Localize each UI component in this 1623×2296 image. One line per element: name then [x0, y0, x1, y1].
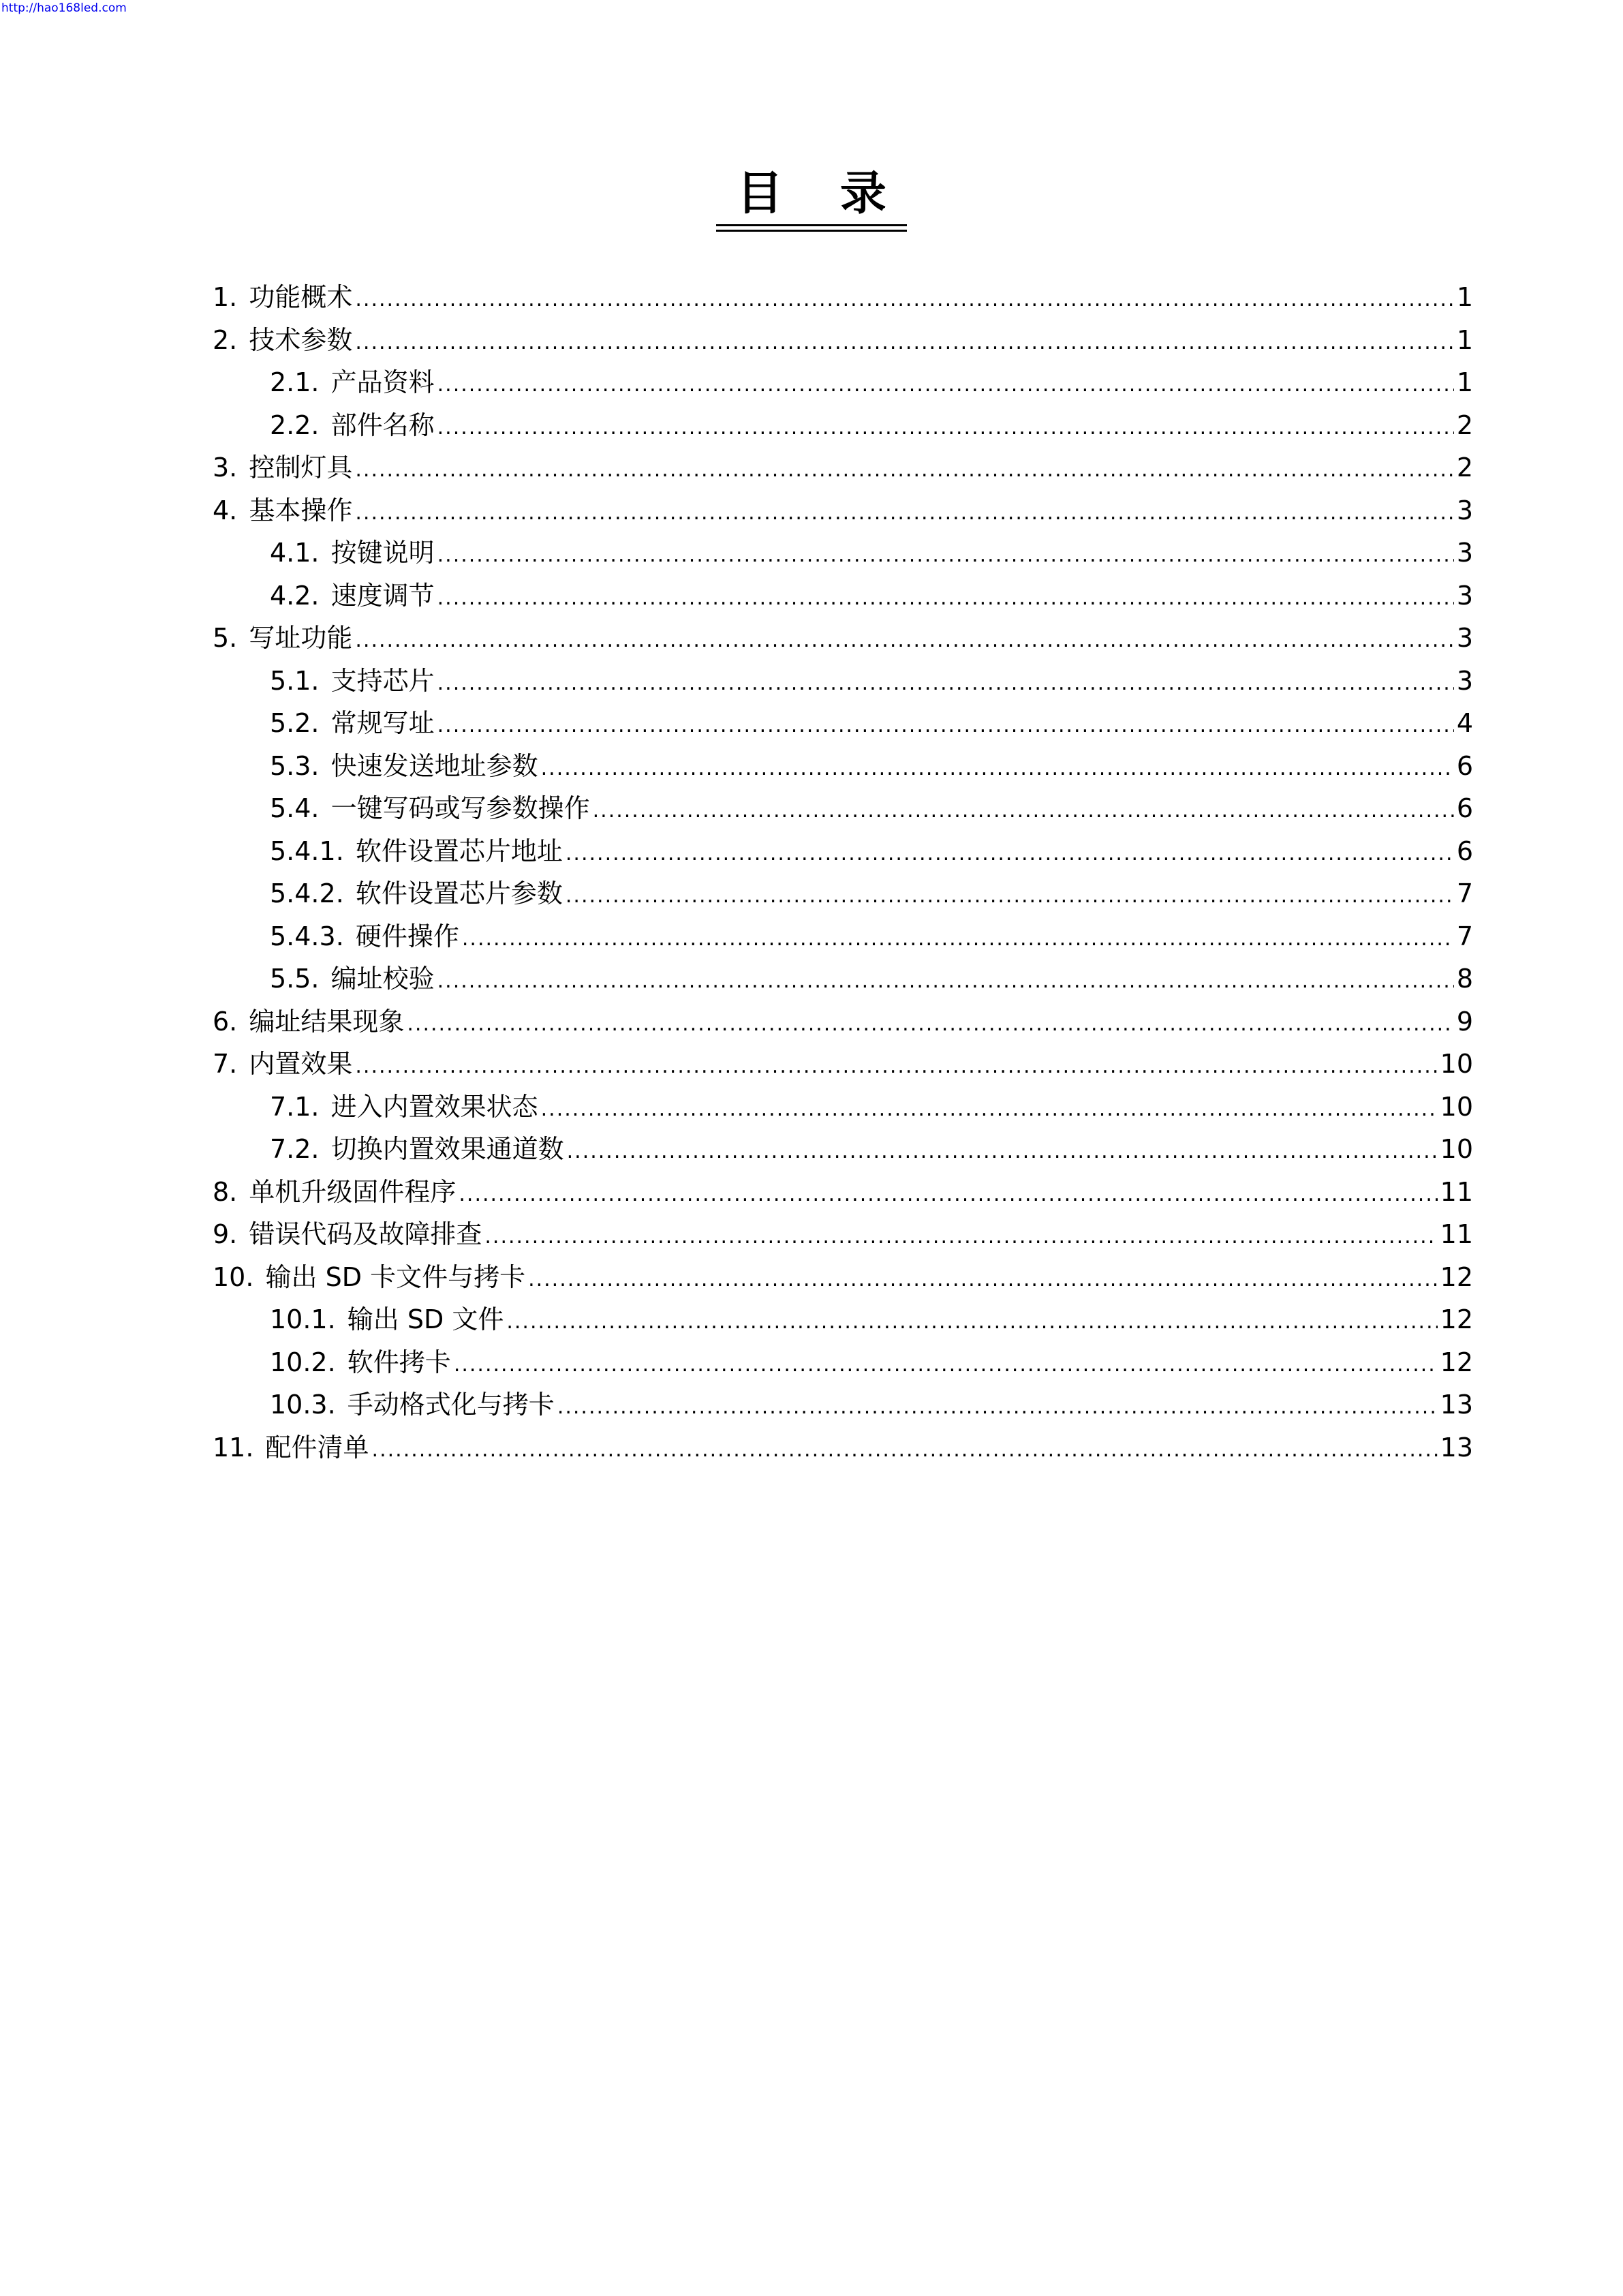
toc-entry-page-number: 3: [1456, 623, 1473, 653]
toc-entry-label: 支持芯片: [330, 665, 435, 696]
toc-entry-page-number: 10: [1440, 1049, 1473, 1079]
toc-entry-page-number: 12: [1440, 1304, 1473, 1334]
page-title-text: 目 录: [716, 167, 907, 226]
toc-dot-leader: [541, 1088, 1438, 1131]
toc-entry[interactable]: [213, 532, 1473, 575]
toc-entry-number: 3.: [213, 453, 238, 483]
toc-entry-label: 基本操作: [249, 495, 353, 525]
toc-entry-label: 产品资料: [330, 367, 435, 397]
header-url-link[interactable]: http://hao168led.com: [1, 1, 127, 15]
toc-entry-number: 7.: [213, 1049, 238, 1079]
toc-entry-number: 4.: [213, 495, 238, 525]
toc-dot-leader: [355, 1045, 1437, 1088]
toc-entry-label: 功能概术: [249, 282, 353, 312]
toc-dot-leader: [355, 449, 1453, 492]
toc-entry-page-number: 3: [1456, 580, 1473, 611]
toc-entry-label: 速度调节: [330, 580, 435, 611]
toc-entry-label: 软件设置芯片地址: [355, 836, 563, 866]
toc-entry-page-number: 12: [1440, 1347, 1473, 1377]
toc-entry-label: 部件名称: [330, 410, 435, 440]
toc-entry-label: 配件清单: [265, 1432, 369, 1463]
toc-dot-leader: [437, 534, 1454, 577]
toc-entry[interactable]: [213, 1383, 1473, 1426]
toc-dot-leader: [528, 1259, 1438, 1302]
toc-entry-page-number: 2: [1456, 410, 1473, 440]
toc-entry-page-number: 4: [1456, 708, 1473, 738]
toc-entry-label: 进入内置效果状态: [330, 1091, 538, 1122]
toc-entry[interactable]: [213, 830, 1473, 873]
toc-dot-leader: [462, 918, 1454, 961]
toc-entry-page-number: 1: [1456, 324, 1473, 355]
toc-entry-number: 1.: [213, 282, 238, 312]
toc-entry-number: 5.3.: [270, 750, 320, 781]
toc-dot-leader: [355, 279, 1453, 322]
toc-entry-number: 2.1.: [270, 367, 320, 397]
toc-entry-page-number: 10: [1440, 1134, 1473, 1164]
toc-entry[interactable]: [213, 787, 1473, 830]
toc-entry-page-number: 7: [1456, 921, 1473, 951]
toc-entry[interactable]: [213, 276, 1473, 319]
toc-entry[interactable]: [213, 361, 1473, 404]
toc-dot-leader: [437, 705, 1454, 748]
toc-entry-label: 按键说明: [330, 538, 435, 568]
toc-entry-number: 4.2.: [270, 580, 320, 611]
toc-dot-leader: [506, 1301, 1437, 1344]
toc-entry[interactable]: [213, 575, 1473, 617]
toc-entry-page-number: 1: [1456, 367, 1473, 397]
toc-entry-number: 5.: [213, 623, 238, 653]
toc-entry-label: 输出 SD 文件: [347, 1304, 504, 1334]
toc-entry-label: 手动格式化与拷卡: [347, 1390, 555, 1420]
toc-entry-page-number: 8: [1456, 964, 1473, 994]
toc-entry[interactable]: [213, 915, 1473, 958]
toc-dot-leader: [593, 790, 1454, 833]
toc-entry-page-number: 11: [1440, 1219, 1473, 1249]
toc-entry-number: 10.3.: [270, 1390, 336, 1420]
page-title: [0, 167, 1623, 226]
toc-entry-number: 10.: [213, 1261, 254, 1292]
toc-dot-leader: [484, 1216, 1437, 1259]
toc-entry[interactable]: [213, 745, 1473, 788]
toc-dot-leader: [355, 322, 1453, 365]
toc-entry-label: 错误代码及故障排查: [249, 1219, 482, 1249]
table-of-contents: [213, 276, 1473, 1469]
toc-entry-number: 5.4.1.: [270, 836, 344, 866]
toc-entry-page-number: 2: [1456, 453, 1473, 483]
toc-entry[interactable]: [213, 1426, 1473, 1469]
toc-entry-page-number: 1: [1456, 282, 1473, 312]
toc-entry[interactable]: [213, 1213, 1473, 1256]
toc-entry-page-number: 13: [1440, 1390, 1473, 1420]
toc-entry[interactable]: [213, 489, 1473, 532]
toc-entry[interactable]: [213, 872, 1473, 915]
toc-entry-page-number: 3: [1456, 665, 1473, 696]
toc-entry-label: 切换内置效果通道数: [330, 1134, 564, 1164]
toc-entry[interactable]: [213, 1256, 1473, 1299]
toc-dot-leader: [541, 748, 1454, 791]
toc-dot-leader: [454, 1344, 1438, 1387]
toc-entry-label: 软件设置芯片参数: [355, 878, 563, 908]
toc-entry-label: 技术参数: [249, 324, 353, 355]
toc-entry[interactable]: [213, 1086, 1473, 1129]
toc-entry-number: 5.2.: [270, 708, 320, 738]
toc-entry-page-number: 6: [1456, 836, 1473, 866]
toc-dot-leader: [437, 407, 1454, 450]
toc-entry[interactable]: [213, 958, 1473, 1000]
toc-entry-label: 编址校验: [330, 964, 435, 994]
toc-dot-leader: [557, 1386, 1438, 1429]
toc-entry-number: 5.5.: [270, 964, 320, 994]
toc-entry[interactable]: [213, 1171, 1473, 1214]
toc-dot-leader: [566, 833, 1454, 876]
toc-entry-page-number: 11: [1440, 1176, 1473, 1207]
toc-dot-leader: [355, 619, 1453, 662]
toc-entry-page-number: 10: [1440, 1091, 1473, 1122]
toc-entry-number: 5.4.3.: [270, 921, 344, 951]
toc-dot-leader: [437, 662, 1454, 705]
toc-entry[interactable]: [213, 702, 1473, 745]
toc-dot-leader: [372, 1429, 1438, 1472]
toc-entry-number: 2.: [213, 324, 238, 355]
toc-entry-number: 11.: [213, 1432, 254, 1463]
toc-entry-page-number: 3: [1456, 538, 1473, 568]
toc-entry-number: 9.: [213, 1219, 238, 1249]
toc-entry-label: 快速发送地址参数: [330, 750, 538, 781]
toc-dot-leader: [566, 875, 1454, 918]
toc-entry-number: 10.2.: [270, 1347, 336, 1377]
toc-entry-number: 10.1.: [270, 1304, 336, 1334]
toc-entry-label: 一键写码或写参数操作: [330, 793, 590, 823]
toc-entry-label: 常规写址: [330, 708, 435, 738]
toc-entry-label: 写址功能: [249, 623, 353, 653]
toc-entry-label: 硬件操作: [355, 921, 459, 951]
toc-entry-number: 6.: [213, 1006, 238, 1037]
toc-entry-page-number: 13: [1440, 1432, 1473, 1463]
toc-entry[interactable]: [213, 446, 1473, 489]
toc-entry[interactable]: [213, 1043, 1473, 1086]
toc-entry-number: 8.: [213, 1176, 238, 1207]
toc-entry-label: 控制灯具: [249, 453, 353, 483]
toc-entry[interactable]: [213, 404, 1473, 447]
toc-dot-leader: [567, 1131, 1438, 1174]
toc-entry-label: 单机升级固件程序: [249, 1176, 457, 1207]
toc-entry[interactable]: [213, 1298, 1473, 1341]
toc-entry-page-number: 6: [1456, 793, 1473, 823]
toc-entry-page-number: 3: [1456, 495, 1473, 525]
toc-entry-page-number: 9: [1456, 1006, 1473, 1037]
toc-entry-number: 7.2.: [270, 1134, 320, 1164]
toc-entry-number: 5.4.: [270, 793, 320, 823]
toc-dot-leader: [437, 960, 1454, 1003]
toc-entry-label: 软件拷卡: [347, 1347, 451, 1377]
toc-entry-number: 5.4.2.: [270, 878, 344, 908]
toc-entry-page-number: 6: [1456, 750, 1473, 781]
toc-entry-page-number: 12: [1440, 1261, 1473, 1292]
toc-entry-label: 输出 SD 卡文件与拷卡: [265, 1261, 526, 1292]
toc-entry-number: 7.1.: [270, 1091, 320, 1122]
toc-dot-leader: [407, 1003, 1453, 1046]
toc-entry[interactable]: [213, 1128, 1473, 1171]
toc-entry[interactable]: [213, 1000, 1473, 1043]
toc-dot-leader: [437, 577, 1454, 620]
toc-entry[interactable]: [213, 319, 1473, 362]
toc-entry[interactable]: [213, 660, 1473, 703]
toc-entry[interactable]: [213, 1341, 1473, 1384]
toc-entry-label: 内置效果: [249, 1049, 353, 1079]
toc-entry-number: 4.1.: [270, 538, 320, 568]
toc-entry[interactable]: [213, 617, 1473, 660]
toc-dot-leader: [437, 364, 1454, 407]
toc-entry-number: 5.1.: [270, 665, 320, 696]
toc-dot-leader: [459, 1174, 1437, 1216]
toc-entry-label: 编址结果现象: [249, 1006, 405, 1037]
toc-entry-number: 2.2.: [270, 410, 320, 440]
toc-dot-leader: [355, 492, 1453, 535]
toc-entry-page-number: 7: [1456, 878, 1473, 908]
